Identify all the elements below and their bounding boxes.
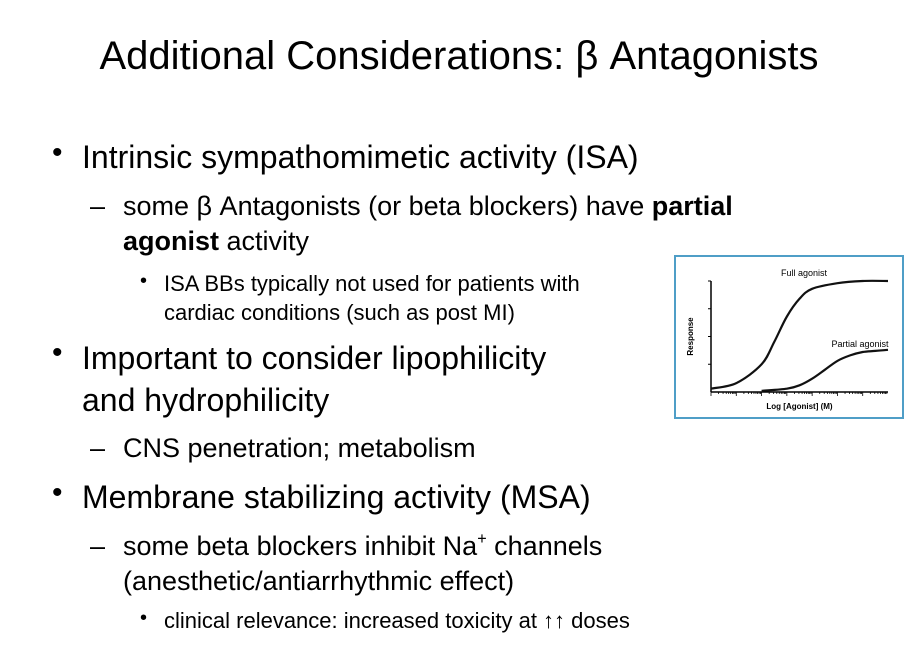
bullet-lipophilicity-line2: and hydrophilicity xyxy=(82,382,330,418)
bold-agonist: agonist xyxy=(123,226,220,256)
dash-marker: – xyxy=(90,531,106,561)
y-axis-label: Response xyxy=(686,317,695,356)
label-full-agonist: Full agonist xyxy=(780,268,828,278)
dose-response-figure xyxy=(674,255,904,419)
curve-full-agonist xyxy=(711,281,888,389)
slide-title: Additional Considerations: β Antagonists xyxy=(99,34,819,78)
msa-sub-line1: some beta blockers inhibit Na+ channels xyxy=(123,530,603,561)
isa-sub-line1: some β Antagonists (or beta blockers) have partial xyxy=(123,191,733,221)
bullet-msa: Membrane stabilizing activity (MSA) xyxy=(82,479,591,515)
isa-note-line1: ISA BBs typically not used for patients with xyxy=(164,271,580,296)
bullet-marker: • xyxy=(52,136,63,169)
bullet-marker: • xyxy=(52,336,63,369)
bullet-marker: • xyxy=(140,607,148,629)
isa-sub-line2: agonist activity xyxy=(123,226,310,256)
bold-partial: partial xyxy=(651,191,733,221)
isa-note-line2: cardiac conditions (such as post MI) xyxy=(164,300,515,325)
dose-response-chart xyxy=(676,257,902,417)
cns-sub: CNS penetration; metabolism xyxy=(123,433,476,463)
label-partial-agonist: Partial agonist xyxy=(831,339,889,349)
dash-marker: – xyxy=(90,433,106,463)
bullet-isa: Intrinsic sympathomimetic activity (ISA) xyxy=(82,139,639,175)
bullet-marker: • xyxy=(52,476,63,509)
curve-partial-agonist xyxy=(762,350,888,391)
dash-marker: – xyxy=(90,191,106,221)
bullet-marker: • xyxy=(140,270,148,292)
bullet-lipophilicity-line1: Important to consider lipophilicity xyxy=(82,340,547,376)
x-axis-label: Log [Agonist] (M) xyxy=(766,402,833,411)
msa-sub-line2: (anesthetic/antiarrhythmic effect) xyxy=(123,566,515,596)
msa-note: clinical relevance: increased toxicity at ↑↑ doses xyxy=(164,608,630,633)
